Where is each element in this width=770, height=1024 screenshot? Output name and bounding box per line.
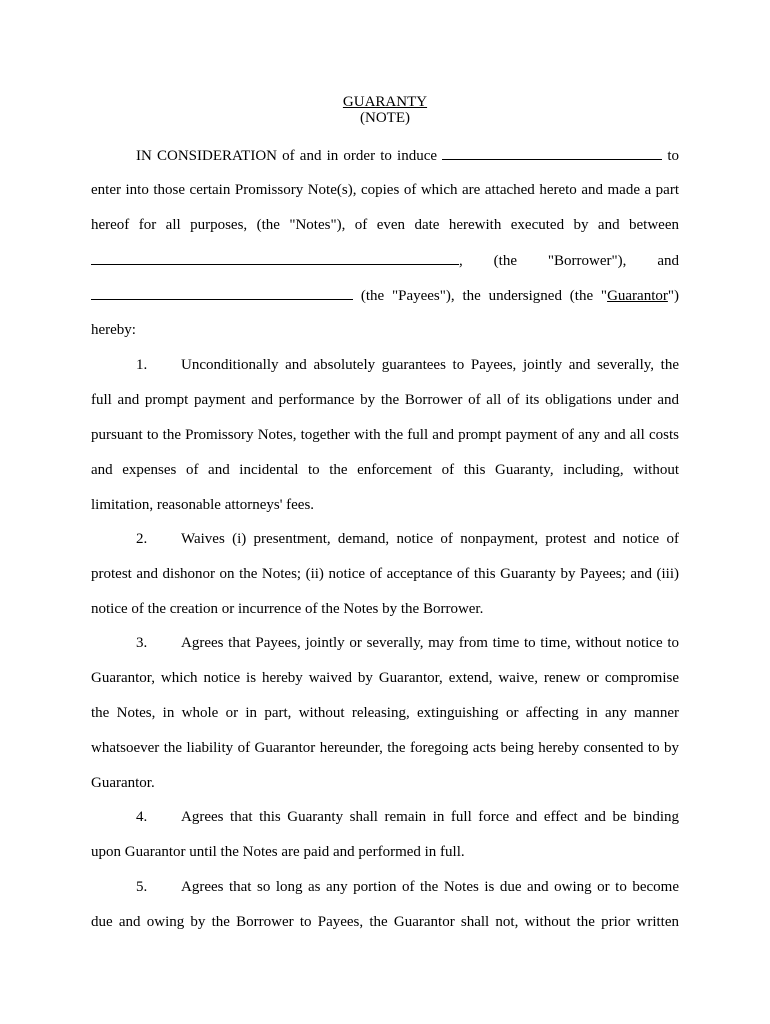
intro-line-6: hereby: bbox=[91, 322, 136, 338]
document-title-block bbox=[0, 94, 770, 126]
item-3-line-1: 3. Agrees that Payees, jointly or severally, may from time to time, without notice to bbox=[136, 635, 679, 651]
item-2-line-2: protest and dishonor on the Notes; (ii) notice of acceptance of this Guaranty by Payees; and (iii) bbox=[91, 566, 679, 582]
item-1-line-4: and expenses of and incidental to the enforcement of this Guaranty, including, without bbox=[91, 462, 679, 478]
item-1-line-1: 1. Unconditionally and absolutely guarantees to Payees, jointly and severally, the bbox=[136, 357, 679, 373]
item-3-line-5: Guarantor. bbox=[91, 775, 155, 791]
intro-line-5 bbox=[91, 286, 679, 305]
item-3-number: 3. bbox=[136, 635, 148, 651]
item-1-number: 1. bbox=[136, 357, 148, 373]
item-1-line-3: pursuant to the Promissory Notes, together with the full and prompt payment of any and all costs bbox=[91, 427, 679, 443]
item-1-line-2: full and prompt payment and performance by the Borrower of all of its obligations under and bbox=[91, 392, 679, 408]
item-2-line-1: 2. Waives (i) presentment, demand, notice of nonpayment, protest and notice of bbox=[136, 531, 679, 547]
item-5-number: 5. bbox=[136, 879, 148, 895]
intro-text-4a: , bbox=[459, 253, 463, 269]
inducee-blank bbox=[442, 146, 662, 160]
intro-text-4c: "Borrower"), bbox=[547, 253, 627, 269]
item-1-line-5: limitation, reasonable attorneys' fees. bbox=[91, 497, 315, 513]
item-4-line-2: upon Guarantor until the Notes are paid and performed in full. bbox=[91, 844, 465, 860]
item-2-line-3: notice of the creation or incurrence of the Notes by the Borrower. bbox=[91, 601, 484, 617]
item-4-number: 4. bbox=[136, 809, 148, 825]
intro-line-2: enter into those certain Promissory Note(s), copies of which are attached hereto and made a part bbox=[91, 182, 679, 198]
intro-line-4 bbox=[91, 251, 679, 270]
guarantor-defined-term: Guarantor bbox=[607, 288, 668, 304]
item-4-line-1: 4. Agrees that this Guaranty shall remain in full force and effect and be binding bbox=[136, 809, 679, 825]
item-3-line-3: the Notes, in whole or in part, without releasing, extinguishing or affecting in any manner bbox=[91, 705, 679, 721]
intro-line-1 bbox=[91, 146, 679, 165]
item-3-line-2: Guarantor, which notice is hereby waived by Guarantor, extend, waive, renew or compromise bbox=[91, 670, 679, 686]
intro-text-1a: IN CONSIDERATION of and in order to induce bbox=[136, 148, 438, 164]
item-5-line-2: due and owing by the Borrower to Payees, the Guarantor shall not, without the prior written bbox=[91, 914, 679, 930]
intro-text-5c: ") bbox=[667, 288, 679, 304]
document-subtitle: (NOTE) bbox=[360, 110, 410, 126]
item-3-line-4: whatsoever the liability of Guarantor hereunder, the foregoing acts being hereby consented to by bbox=[91, 740, 679, 756]
borrower-blank bbox=[91, 251, 459, 265]
intro-text-4b: (the bbox=[493, 253, 517, 269]
intro-line-3: hereof for all purposes, (the "Notes"), of even date herewith executed by and between bbox=[91, 217, 679, 233]
item-2-number: 2. bbox=[136, 531, 148, 547]
document-title: GUARANTY bbox=[342, 94, 428, 110]
intro-text-1b: to bbox=[667, 148, 680, 164]
payees-blank bbox=[91, 286, 353, 300]
item-5-line-1: 5. Agrees that so long as any portion of the Notes is due and owing or to become bbox=[136, 879, 679, 895]
intro-text-4d: and bbox=[657, 253, 679, 269]
intro-text-5a: (the "Payees"), the undersigned (the " bbox=[360, 288, 608, 304]
